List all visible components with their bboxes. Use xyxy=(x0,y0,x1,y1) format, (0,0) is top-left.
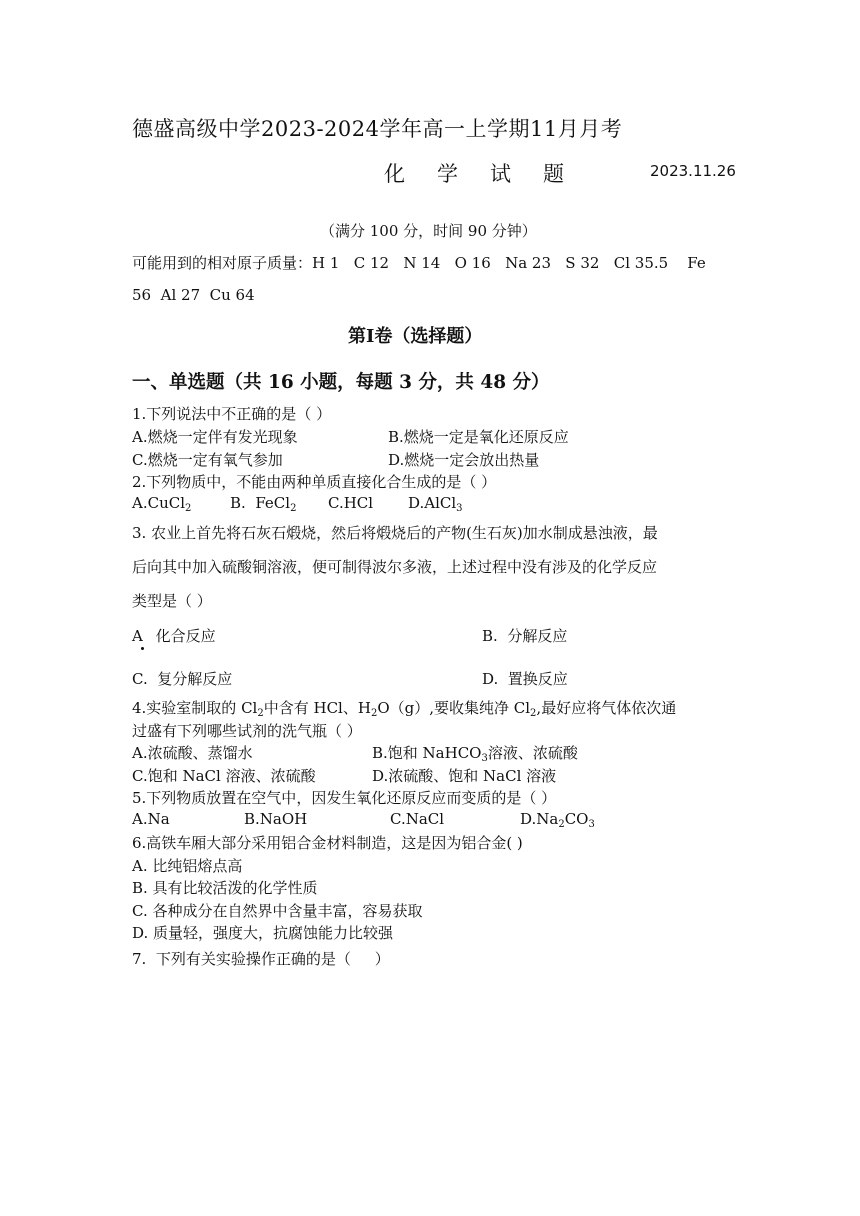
q2-stem: 2.下列物质中，不能由两种单质直接化合生成的是（ ） xyxy=(132,473,497,491)
q4-option-b: B.饱和 NaHCO$_3$溶液、浓硫酸 xyxy=(372,744,578,764)
q2-option-c: C.HCl xyxy=(328,494,374,512)
q3-option-d: D. 置换反应 xyxy=(482,670,568,688)
q5-option-d: $D.Na_2CO_3$ xyxy=(520,810,595,830)
q4-option-a: A.浓硫酸、蒸馏水 xyxy=(132,744,253,762)
q3-option-b: B. 分解反应 xyxy=(482,627,568,645)
subject-title: 化学试题 xyxy=(384,162,596,186)
q6-stem: 6.高铁车厢大部分采用铝合金材料制造，这是因为铝合金( ) xyxy=(132,834,523,852)
q3-option-c: C. 复分解反应 xyxy=(132,670,233,688)
q1-option-b: B.燃烧一定是氧化还原反应 xyxy=(388,428,569,446)
q6-option-a: A. 比纯铝熔点高 xyxy=(132,857,243,875)
q4-option-c: C.饱和 NaCl 溶液、浓硫酸 xyxy=(132,767,316,785)
q2-option-a: A.CuCl$_2$ xyxy=(132,494,192,514)
q3-option-a xyxy=(132,625,216,646)
q6-option-d: D. 质量轻，强度大，抗腐蚀能力比较强 xyxy=(132,924,394,942)
score-info: （满分 100 分，时间 90 分钟） xyxy=(320,222,537,240)
q4-option-d: D.浓硫酸、饱和 NaCl 溶液 xyxy=(372,767,557,785)
q5-stem: 5.下列物质放置在空气中，因发生氧化还原反应而变质的是（ ） xyxy=(132,789,557,807)
q4-stem-line-1: 4.实验室制取的 $Cl_2$中含有 HCl、$H_2O(g)$,要收集纯净 $Cl_2$,最好应将气体依次通 xyxy=(132,699,677,719)
q4-stem-line-2: 过盛有下列哪些试剂的洗气瓶（ ） xyxy=(132,722,362,740)
atomic-mass-line-2: 56 Al 27 Cu 64 xyxy=(132,286,255,304)
q5-option-b: B.NaOH xyxy=(244,810,308,828)
q1-stem: 1.下列说法中不正确的是（ ） xyxy=(132,405,332,423)
exam-title: 德盛高级中学2023-2024学年高一上学期11月月考 xyxy=(132,117,623,141)
section-title: 一、单选题（共 16 小题，每题 3 分，共 48 分） xyxy=(132,372,550,393)
q1-option-c: C.燃烧一定有氧气参加 xyxy=(132,451,283,469)
q1-option-d: D.燃烧一定会放出热量 xyxy=(388,451,540,469)
q5-option-a: A.Na xyxy=(132,810,170,828)
q2-option-d: D.AlCl$_3$ xyxy=(408,494,463,514)
q3-stem-line-3: 类型是（ ） xyxy=(132,592,212,610)
dot-mark xyxy=(141,647,144,650)
q6-option-b: B. 具有比较活泼的化学性质 xyxy=(132,879,318,897)
q3-stem-line-1: 3. 农业上首先将石灰石煅烧，然后将煅烧后的产物(生石灰)加水制成悬浊液，最 xyxy=(132,524,658,542)
q5-option-c: C.NaCl xyxy=(390,810,445,828)
q3-option-a-letter: A xyxy=(132,627,143,645)
exam-date: 2023.11.26 xyxy=(650,162,736,180)
q3-option-a-text: 化合反应 xyxy=(155,627,216,645)
q6-option-c: C. 各种成分在自然界中含量丰富，容易获取 xyxy=(132,902,423,920)
q1-option-a: A.燃烧一定伴有发光现象 xyxy=(132,428,298,446)
q7-stem: 7. 下列有关实验操作正确的是（ ） xyxy=(132,950,390,968)
q2-option-b: B. FeCl$_2$ xyxy=(230,494,297,514)
volume-title: 第Ⅰ卷（选择题） xyxy=(348,326,483,347)
atomic-mass-line-1: 可能用到的相对原子质量：H 1 C 12 N 14 O 16 Na 23 S 32 Cl 35.5 Fe xyxy=(132,254,706,272)
q3-stem-line-2: 后向其中加入硫酸铜溶液，便可制得波尔多液，上述过程中没有涉及的化学反应 xyxy=(132,558,658,576)
